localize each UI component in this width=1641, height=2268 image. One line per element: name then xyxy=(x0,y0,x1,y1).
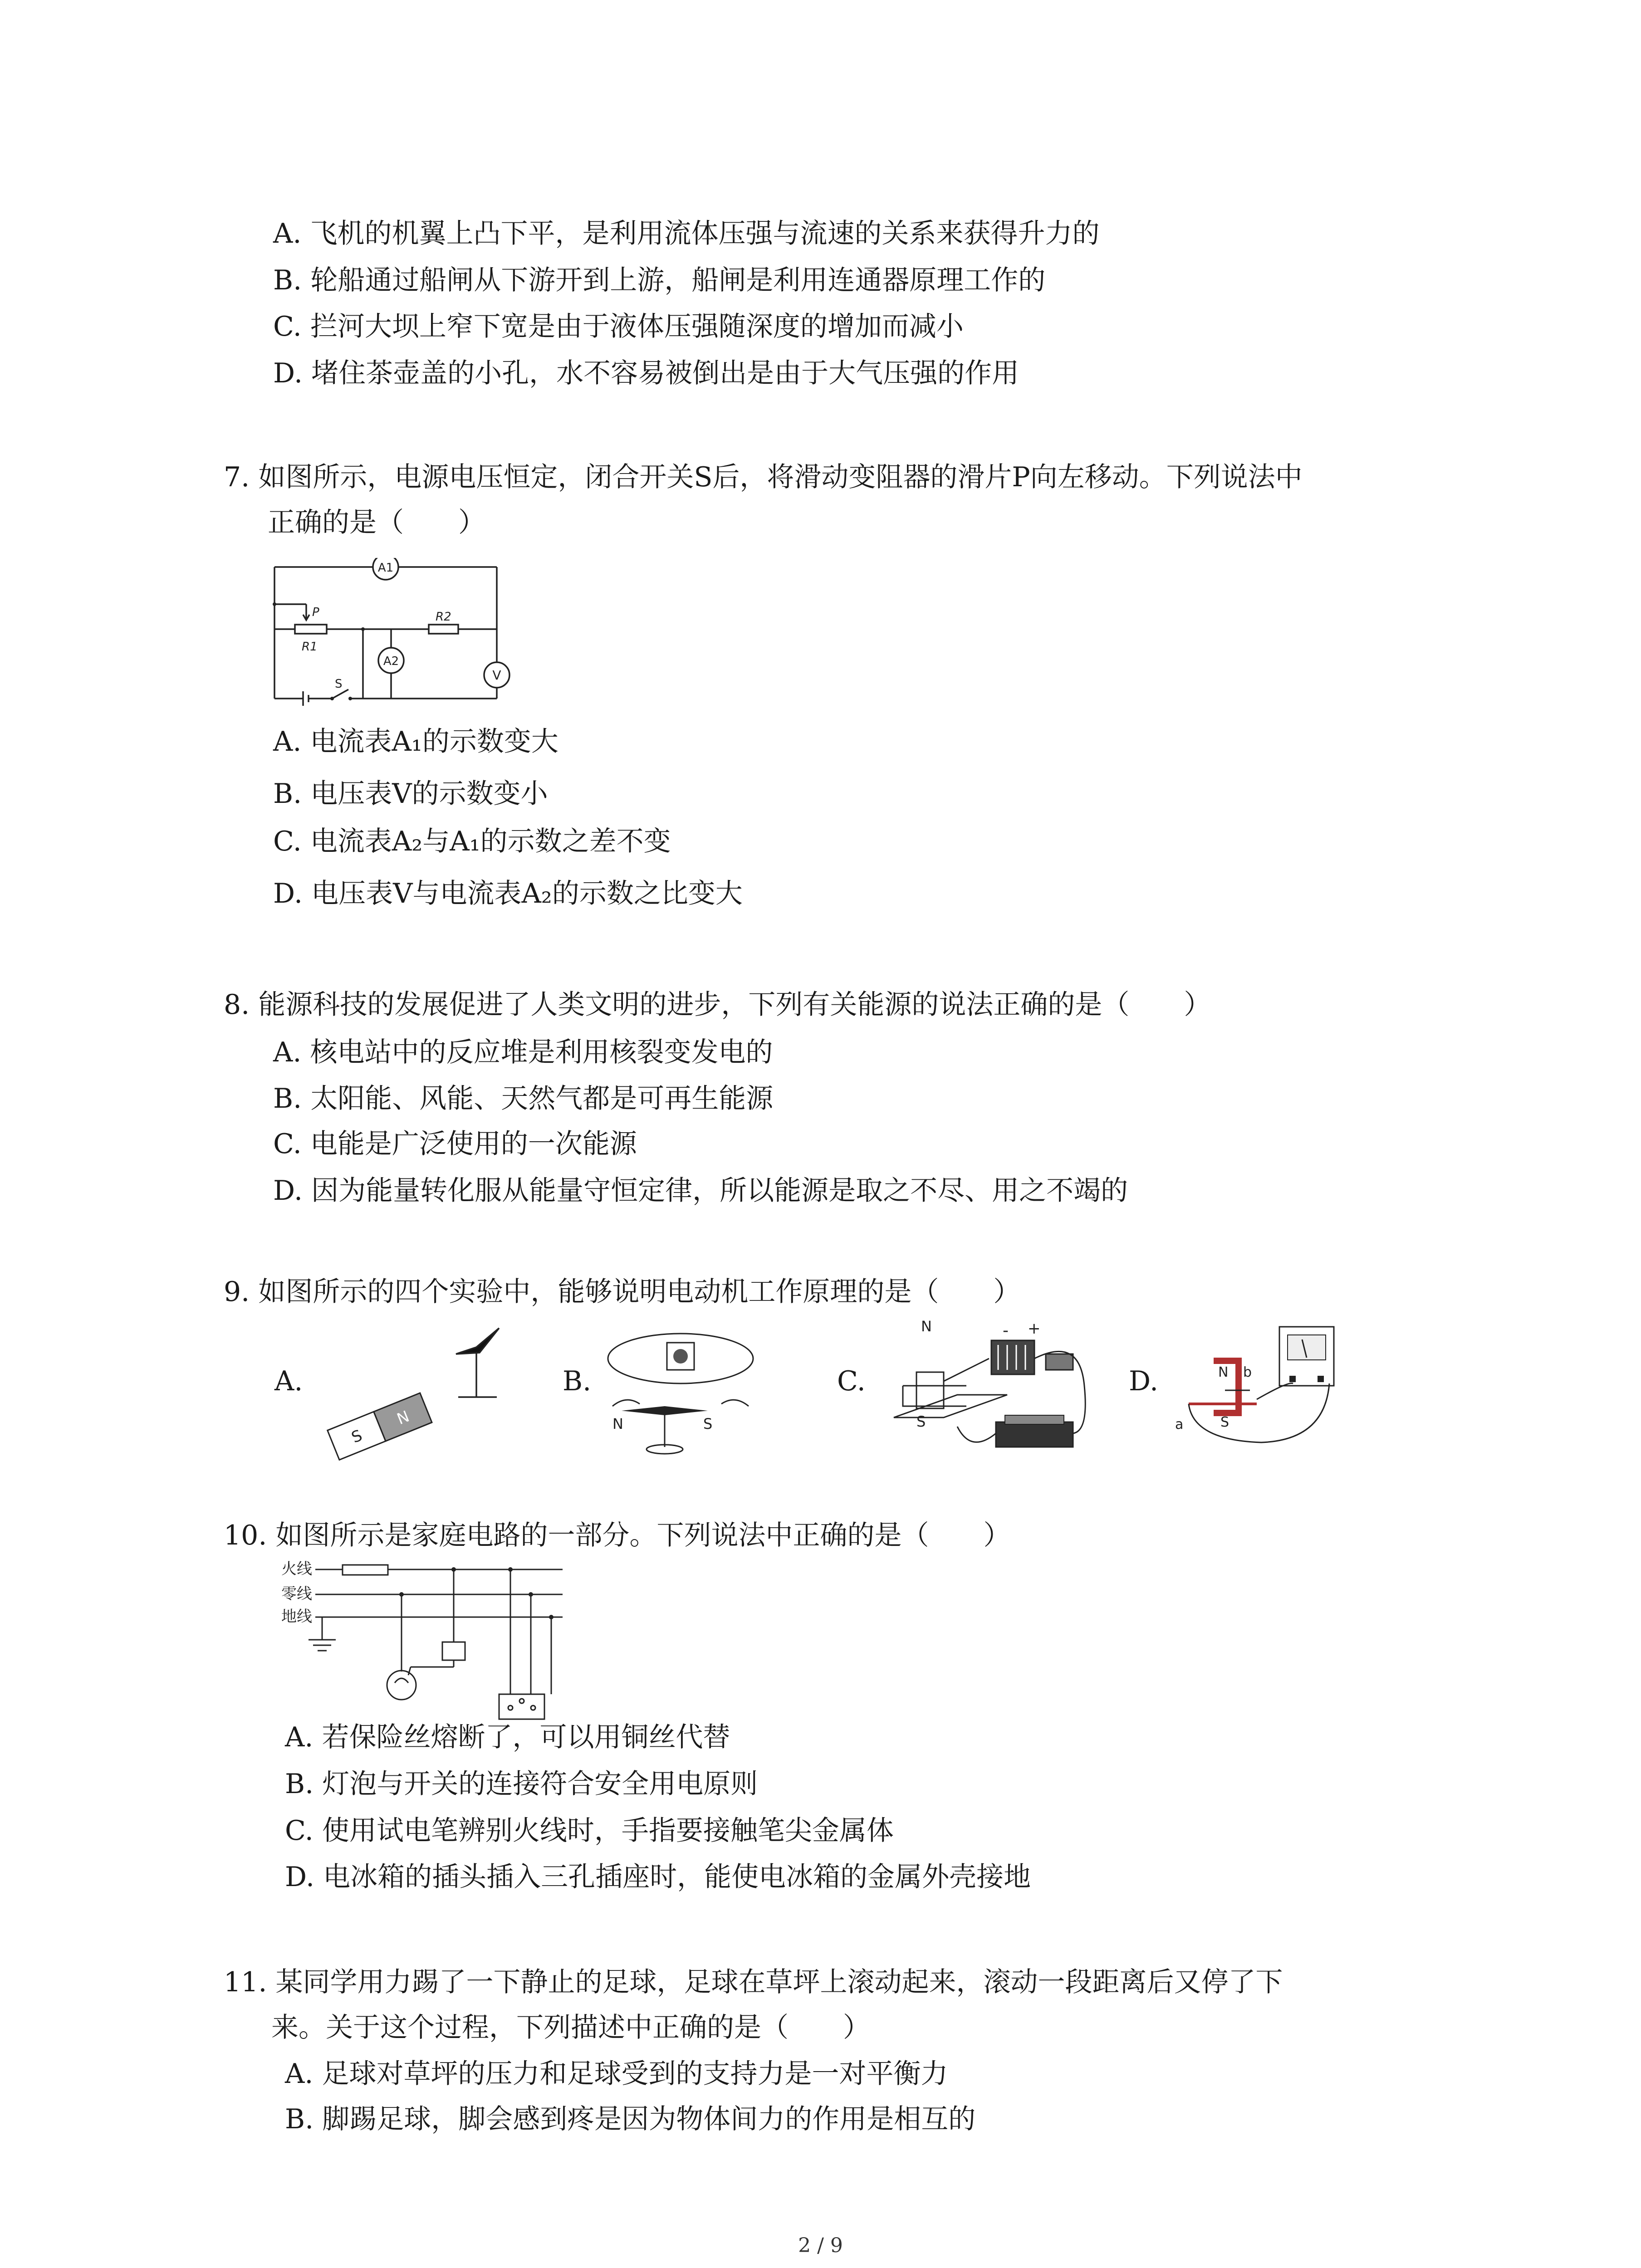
q10-option-c: C. 使用试电笔辨别火线时，手指要接触笔尖金属体 xyxy=(285,1815,894,1847)
resistor-r1-label: R1 xyxy=(302,640,318,654)
magnet-n-label: N xyxy=(1218,1364,1229,1380)
q11-option-b: B. 脚踢足球，脚会感到疼是因为物体间力的作用是相互的 xyxy=(285,2103,976,2135)
q8-stem: 8. 能源科技的发展促进了人类文明的进步，下列有关能源的说法正确的是（ ） xyxy=(224,989,1211,1021)
wire-b-label: b xyxy=(1243,1364,1252,1380)
wire-a-label: a xyxy=(1175,1417,1184,1432)
slider-p-label: P xyxy=(312,606,319,619)
q6-option-c: C. 拦河大坝上窄下宽是由于液体压强随深度的增加而减小 xyxy=(273,311,964,342)
q9-label-d: D. xyxy=(1129,1365,1159,1397)
q9-label-c: C. xyxy=(837,1365,866,1397)
needle-s-label: S xyxy=(703,1415,713,1432)
q9-figure-b-oersted xyxy=(599,1315,771,1465)
q8-option-d: D. 因为能量转化服从能量守恒定律，所以能源是取之不尽、用之不竭的 xyxy=(273,1175,1128,1207)
q9-stem: 9. 如图所示的四个实验中，能够说明电动机工作原理的是（ ） xyxy=(224,1276,1021,1308)
q8-option-c: C. 电能是广泛使用的一次能源 xyxy=(273,1128,637,1160)
q7-option-b: B. 电压表V的示数变小 xyxy=(273,778,548,810)
q6-option-a: A. 飞机的机翼上凸下平，是利用流体压强与流速的关系来获得升力的 xyxy=(273,218,1100,249)
live-wire-label: 火线 xyxy=(281,1560,312,1578)
q9-figure-c-motor-experiment xyxy=(889,1318,1098,1467)
page-number: 2 / 9 xyxy=(798,2234,843,2257)
q7-option-a: A. 电流表A₁的示数变大 xyxy=(273,726,558,758)
q10-stem: 10. 如图所示是家庭电路的一部分。下列说法中正确的是（ ） xyxy=(224,1520,1011,1551)
q7-circuit-diagram xyxy=(268,558,522,712)
q8-option-a: A. 核电站中的反应堆是利用核裂变发电的 xyxy=(273,1036,773,1068)
q11-stem-line1: 11. 某同学用力踢了一下静止的足球，足球在草坪上滚动起来，滚动一段距离后又停了下 xyxy=(224,1966,1283,1998)
q6-option-d: D. 堵住茶壶盖的小孔，水不容易被倒出是由于大气压强的作用 xyxy=(273,357,1019,389)
q8-option-b: B. 太阳能、风能、天然气都是可再生能源 xyxy=(273,1083,774,1114)
q10-option-a: A. 若保险丝熔断了，可以用铜丝代替 xyxy=(285,1721,730,1753)
q10-household-circuit-diagram xyxy=(281,1558,572,1726)
ground-wire-label: 地线 xyxy=(281,1608,312,1626)
q9-label-a: A. xyxy=(274,1365,303,1397)
q10-option-b: B. 灯泡与开关的连接符合安全用电原则 xyxy=(285,1768,758,1800)
ammeter-a1-label: A1 xyxy=(377,561,394,575)
resistor-r2-label: R2 xyxy=(436,610,451,624)
voltmeter-label: V xyxy=(492,668,501,683)
q9-figure-a-magnet-compass xyxy=(320,1320,533,1465)
q11-option-a: A. 足球对草坪的压力和足球受到的支持力是一对平衡力 xyxy=(285,2058,948,2090)
q6-option-b: B. 轮船通过船闸从下游开到上游，船闸是利用连通器原理工作的 xyxy=(273,264,1046,296)
magnet-s-label: S xyxy=(1220,1414,1230,1430)
switch-s-label: S xyxy=(335,677,343,691)
q7-option-c: C. 电流表A₂与A₁的示数之差不变 xyxy=(273,826,671,857)
battery-minus-label: - xyxy=(1003,1321,1009,1340)
magnet-s-label: S xyxy=(916,1413,926,1430)
q11-stem-line2: 来。关于这个过程，下列描述中正确的是（ ） xyxy=(271,2012,870,2043)
q9-figure-d-induction xyxy=(1171,1318,1343,1463)
q7-stem-line1: 7. 如图所示，电源电压恒定，闭合开关S后，将滑动变阻器的滑片P向左移动。下列说法中 xyxy=(224,461,1303,493)
magnet-n-label: N xyxy=(394,1407,412,1429)
q7-stem-line2: 正确的是（ ） xyxy=(268,507,485,538)
magnet-s-label: S xyxy=(349,1426,365,1447)
ammeter-a2-label: A2 xyxy=(383,655,399,668)
q9-label-b: B. xyxy=(563,1365,592,1397)
q7-option-d: D. 电压表V与电流表A₂的示数之比变大 xyxy=(273,878,743,909)
magnet-n-label: N xyxy=(921,1318,932,1335)
q10-option-d: D. 电冰箱的插头插入三孔插座时，能使电冰箱的金属外壳接地 xyxy=(285,1861,1031,1893)
battery-plus-label: + xyxy=(1028,1320,1041,1338)
neutral-wire-label: 零线 xyxy=(281,1585,312,1603)
needle-n-label: N xyxy=(612,1415,623,1432)
